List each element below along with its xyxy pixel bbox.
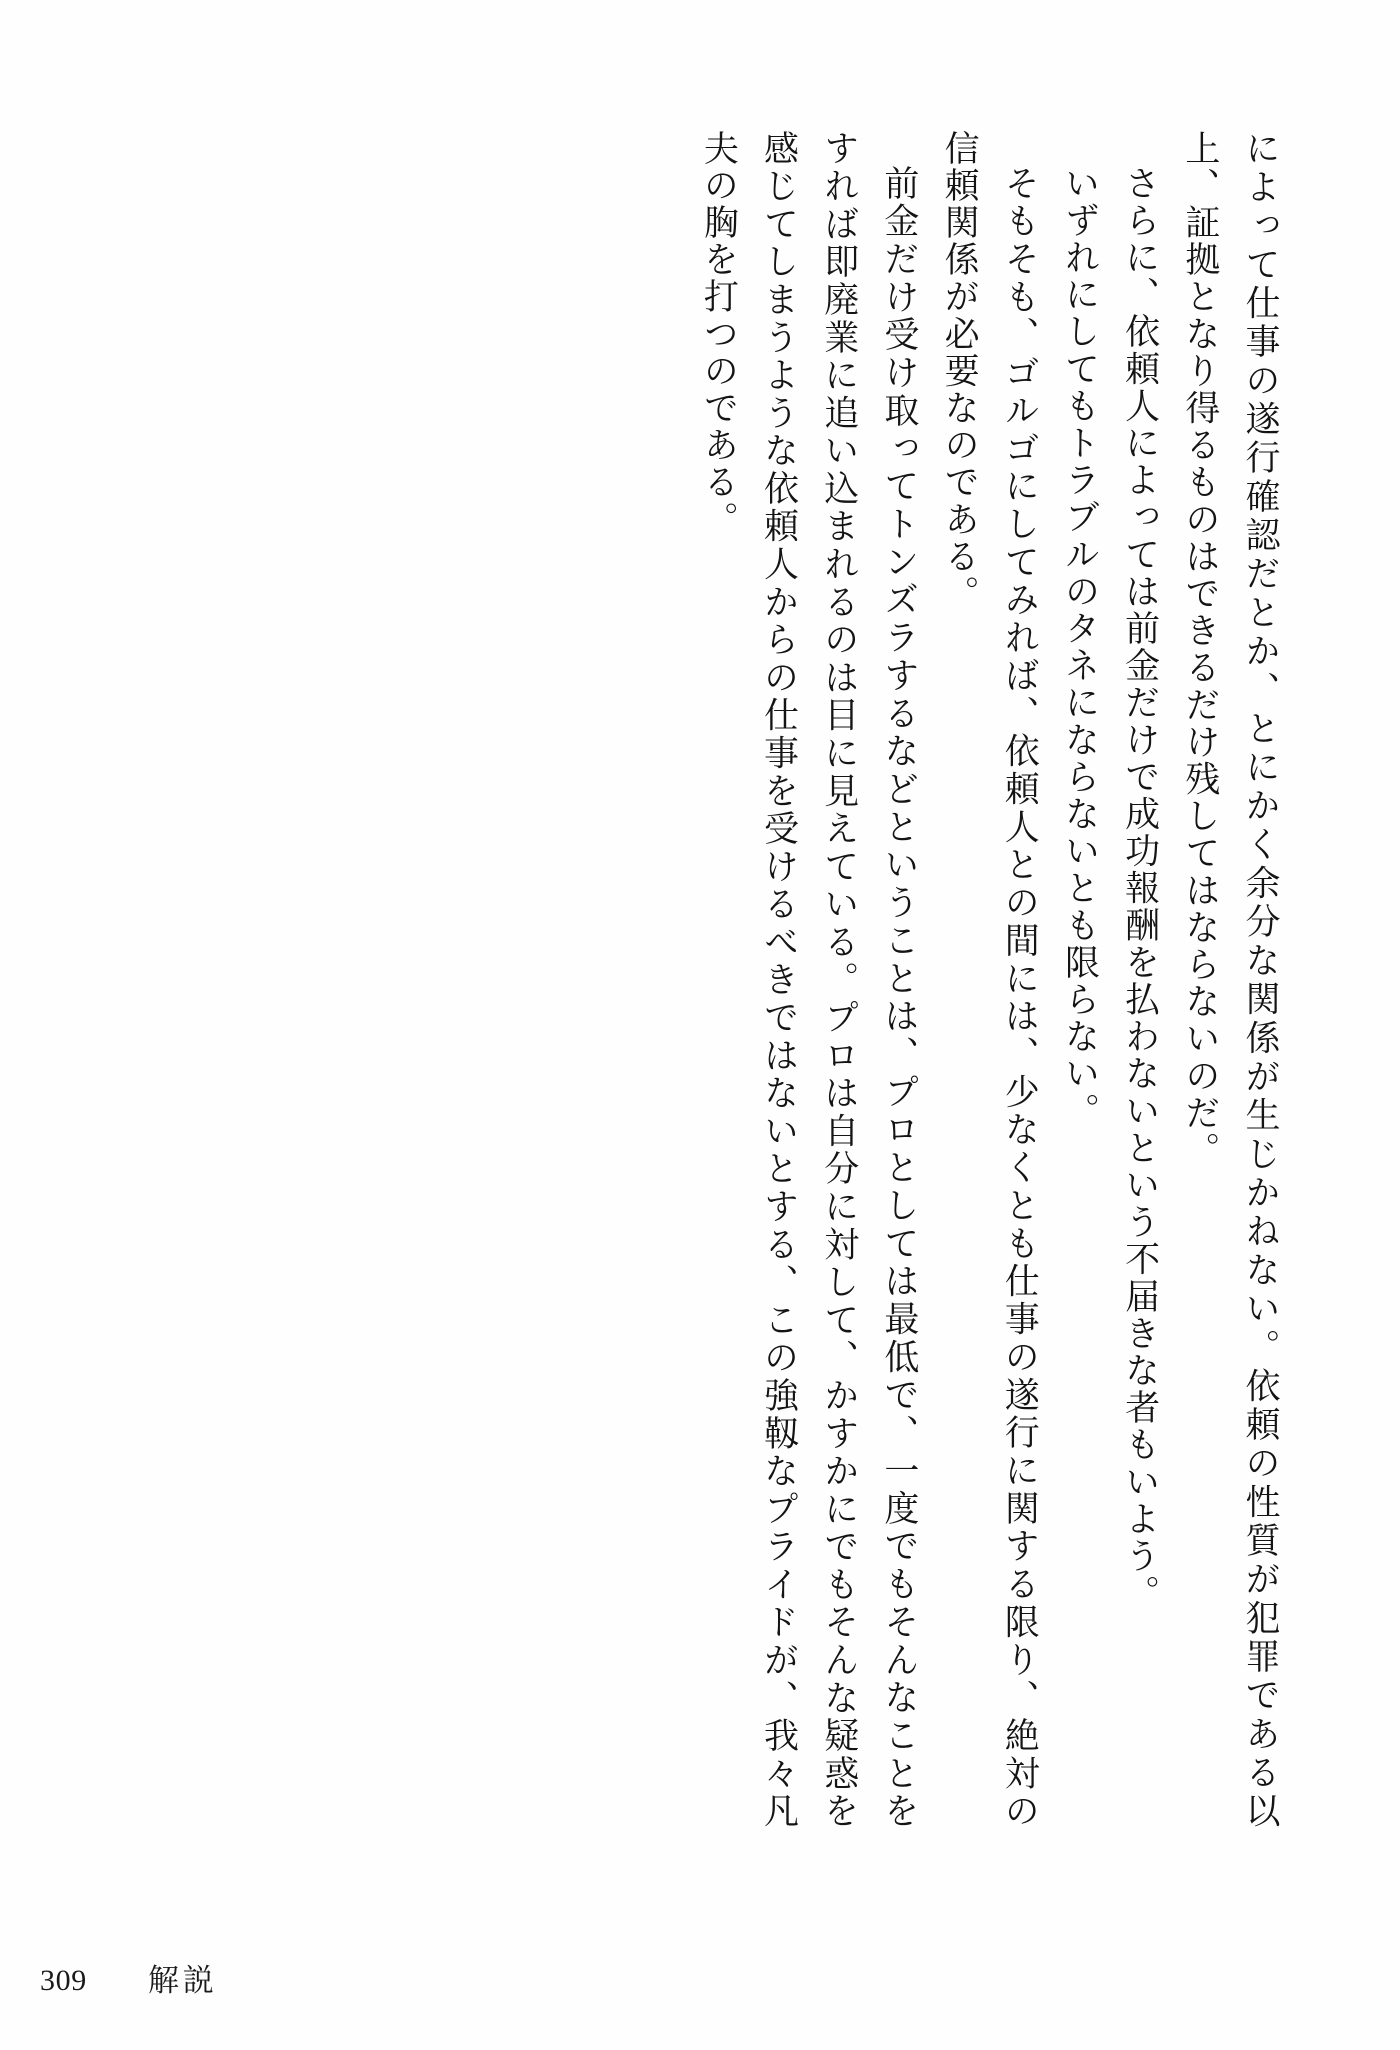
page-body-text: [250, 130, 1290, 1830]
page-number: 309: [40, 1964, 87, 1997]
paragraph-5: 前金だけ受け取ってトンズラするなどということは、プロとしては最低で、一度でもそんなことをすれば即廃業に追い込まれるのは目に見えている。プロは自分に対して、かすかにでもそんな疑惑を感じてしまうような依頼人からの仕事を受けるべきではないとする、この強靱なプライドが、我々凡夫の胸を打つのである。: [699, 130, 919, 1830]
paragraph-4: そもそも、ゴルゴにしてみれば、依頼人との間には、少なくとも仕事の遂行に関する限り、絶対の信頼関係が必要なのである。: [940, 130, 1040, 1830]
page-footer: [0, 1958, 1400, 1998]
paragraph-3: いずれにしてもトラブルのタネにならないとも限らない。: [1060, 165, 1100, 1130]
running-head: 解説: [148, 1963, 218, 1998]
paragraph-2: さらに、依頼人によっては前金だけで成功報酬を払わないという不届きな者もいよう。: [1120, 165, 1160, 1612]
paragraph-1: によって仕事の遂行確認だとか、とにかく余分な関係が生じかねない。依頼の性質が犯罪である以上、証拠となり得るものはできるだけ残してはならないのだ。: [1180, 130, 1280, 1830]
